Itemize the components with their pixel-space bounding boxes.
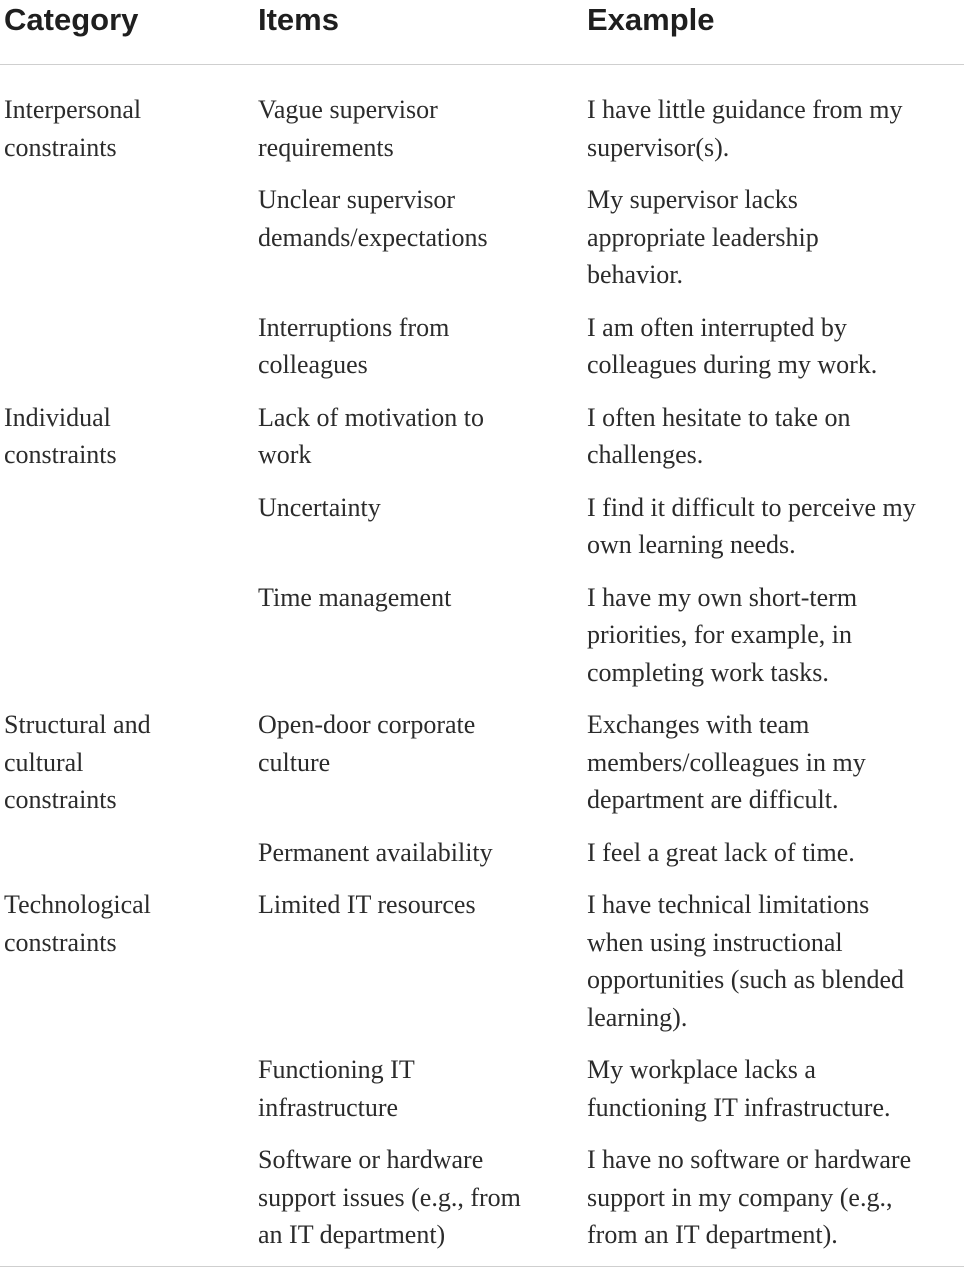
table-row: [0, 579, 964, 707]
cell-example: [587, 886, 959, 1036]
cell-item: [258, 579, 573, 617]
cell-example: [587, 579, 959, 692]
cell-example-line: My workplace lacks a: [587, 1055, 816, 1084]
cell-example-line: own learning needs.: [587, 530, 796, 559]
cell-example: [587, 1051, 959, 1126]
cell-item-line: Functioning IT: [258, 1055, 415, 1084]
cell-item: [258, 886, 573, 924]
cell-example-line: challenges.: [587, 440, 704, 469]
cell-example-line: Exchanges with team: [587, 710, 810, 739]
cell-example: [587, 91, 959, 166]
cell-example-line: I have technical limitations: [587, 890, 870, 919]
cell-example-line: when using instructional: [587, 927, 843, 957]
cell-example: [587, 309, 959, 384]
table-row: [0, 309, 964, 399]
cell-category: [4, 91, 244, 166]
cell-example: [587, 181, 959, 294]
cell-item-line: Lack of motivation to: [258, 402, 485, 432]
cell-item: [258, 181, 573, 256]
table-row: [0, 399, 964, 489]
cell-item: [258, 834, 573, 872]
table-row: [0, 181, 964, 309]
cell-item: [258, 399, 573, 474]
table-row: [0, 1141, 964, 1269]
cell-item-line: Interruptions from: [258, 312, 450, 342]
table-row: [0, 91, 964, 181]
cell-item-line: Unclear supervisor: [258, 185, 456, 214]
table-row: [0, 489, 964, 579]
cell-example-line: functioning IT infrastructure.: [587, 1092, 891, 1122]
table-row: [0, 834, 964, 887]
cell-example: [587, 399, 959, 474]
cell-category-line: constraints: [4, 927, 117, 957]
cell-item-line: Vague supervisor: [258, 95, 438, 124]
cell-item-line: Time management: [258, 582, 452, 612]
cell-item: [258, 706, 573, 781]
cell-category: [4, 706, 244, 819]
cell-example-line: support in my company (e.g.,: [587, 1182, 893, 1212]
cell-item-line: culture: [258, 747, 331, 777]
cell-item-line: requirements: [258, 132, 394, 162]
cell-example: [587, 834, 959, 872]
header-example: Example: [587, 2, 715, 37]
cell-item-line: Permanent availability: [258, 837, 493, 867]
cell-example-line: behavior.: [587, 260, 684, 289]
cell-example-line: completing work tasks.: [587, 657, 829, 687]
cell-item-line: demands/expectations: [258, 222, 488, 252]
cell-category-line: cultural: [4, 747, 84, 777]
cell-item-line: work: [258, 440, 312, 469]
cell-item-line: support issues (e.g., from: [258, 1182, 521, 1212]
cell-example-line: I find it difficult to perceive my: [587, 492, 916, 522]
cell-category: [4, 886, 244, 961]
cell-example-line: from an IT department).: [587, 1220, 838, 1249]
cell-category-line: Individual: [4, 402, 111, 432]
cell-example: [587, 706, 959, 819]
cell-example-line: opportunities (such as blended: [587, 965, 904, 994]
cell-item: [258, 1051, 573, 1126]
table-row: [0, 886, 964, 1051]
cell-example-line: I have my own short-term: [587, 582, 858, 612]
cell-example-line: appropriate leadership: [587, 222, 819, 252]
table-header: [0, 0, 964, 65]
cell-example-line: members/colleagues in my: [587, 747, 866, 777]
cell-example-line: I often hesitate to take on: [587, 402, 851, 432]
cell-item-line: Uncertainty: [258, 492, 381, 522]
cell-category-line: Technological: [4, 890, 151, 919]
table-row: [0, 1051, 964, 1141]
cell-item: [258, 309, 573, 384]
cell-item-line: Software or hardware: [258, 1145, 484, 1174]
cell-example-line: My supervisor lacks: [587, 185, 798, 214]
cell-example-line: learning).: [587, 1002, 688, 1032]
cell-item-line: infrastructure: [258, 1092, 399, 1122]
cell-example-line: I feel a great lack of time.: [587, 837, 855, 867]
cell-example-line: department are difficult.: [587, 785, 839, 814]
cell-item: [258, 91, 573, 166]
cell-item-line: an IT department): [258, 1220, 446, 1249]
cell-example-line: I have no software or hardware: [587, 1145, 912, 1174]
cell-item: [258, 489, 573, 527]
cell-item: [258, 1141, 573, 1254]
cell-category: [4, 399, 244, 474]
cell-item-line: Open-door corporate: [258, 710, 476, 739]
cell-category-line: constraints: [4, 785, 117, 814]
cell-category-line: constraints: [4, 440, 117, 469]
cell-category-line: constraints: [4, 132, 117, 162]
cell-item-line: Limited IT resources: [258, 890, 476, 919]
cell-item-line: colleagues: [258, 350, 368, 379]
header-items: Items: [258, 2, 339, 37]
cell-example-line: colleagues during my work.: [587, 350, 878, 379]
cell-example-line: I am often interrupted by: [587, 312, 847, 342]
table-row: [0, 706, 964, 834]
cell-example: [587, 489, 959, 564]
table-body: [0, 65, 964, 1269]
table-bottom-rule: [0, 1266, 964, 1267]
cell-example: [587, 1141, 959, 1254]
cell-example-line: priorities, for example, in: [587, 620, 852, 649]
cell-example-line: I have little guidance from my: [587, 95, 903, 124]
cell-category-line: Interpersonal: [4, 95, 142, 124]
header-category: Category: [4, 2, 139, 37]
cell-example-line: supervisor(s).: [587, 132, 730, 162]
cell-category-line: Structural and: [4, 710, 151, 739]
